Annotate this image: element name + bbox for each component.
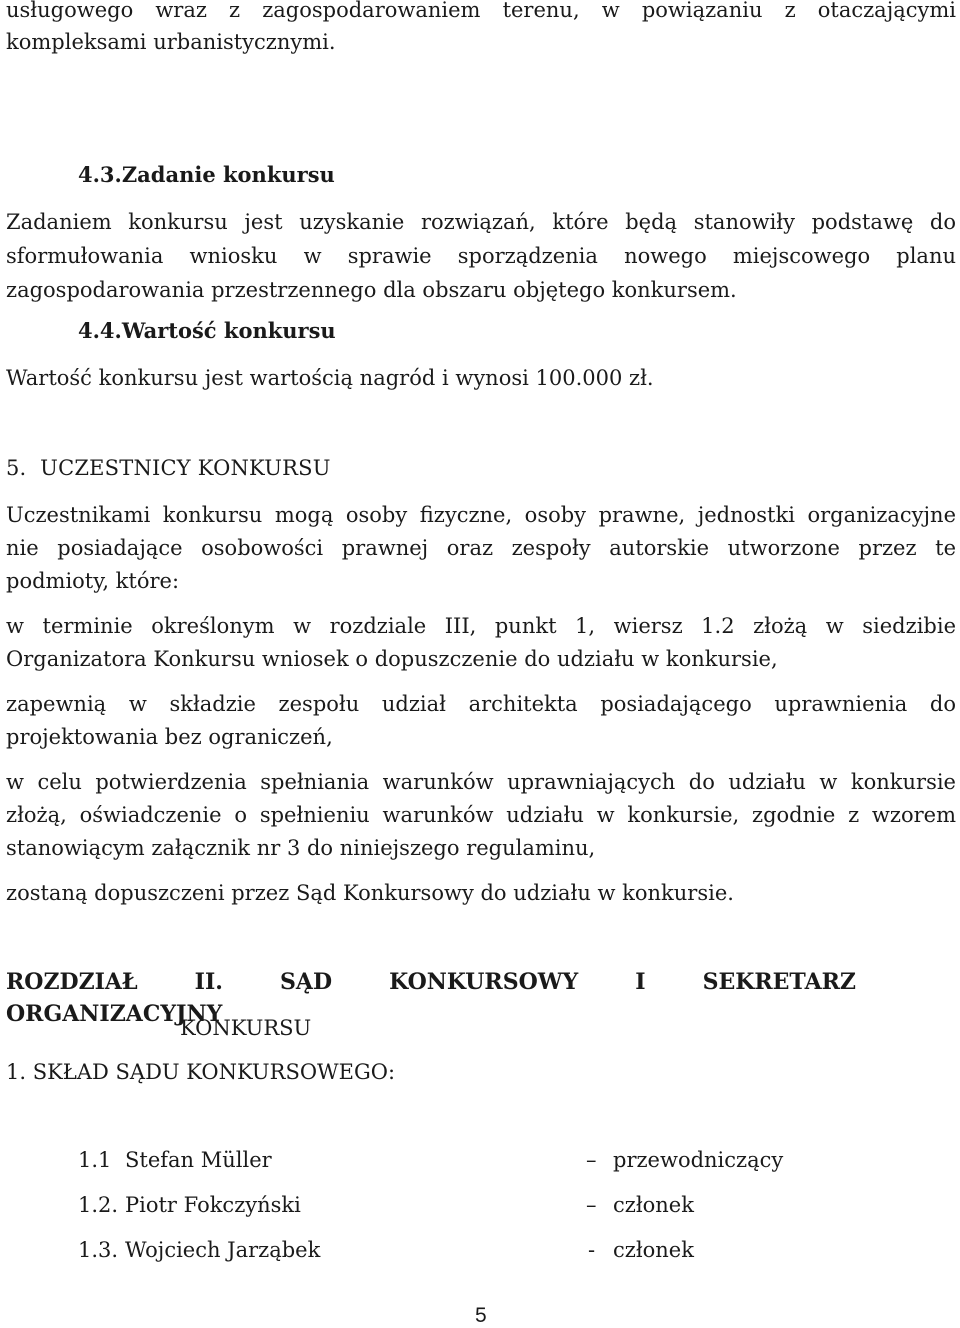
section-4-4-text: Wartość konkursu jest wartością nagród i wynosi 100.000 zł. <box>6 366 654 390</box>
jury-composition-heading <box>6 1056 395 1088</box>
chapter-2-title-line-2: KONKURSU <box>180 1016 312 1040</box>
section-4-3-line-2: sformułowania wniosku w sprawie sporządzenia nowego miejscowego planu <box>6 244 956 268</box>
jury-member-dash: – <box>586 1148 597 1172</box>
section-5-item-2-line-1: zapewnią w składzie zespołu udział architekta posiadającego uprawnienia do <box>6 692 956 716</box>
jury-member-role: członek <box>613 1238 694 1262</box>
section-5-intro-line-1: Uczestnikami konkursu mogą osoby fizyczne, osoby prawne, jednostki organizacyjne <box>6 503 956 527</box>
jury-composition-heading-colon: : <box>387 1060 396 1084</box>
jury-member-number: 1.1 <box>78 1148 112 1172</box>
jury-member-number: 1.2. <box>78 1193 119 1217</box>
section-4-3-line-3: zagospodarowania przestrzennego dla obszaru objętego konkursem. <box>6 278 737 302</box>
section-5-intro-line-3: podmioty, które: <box>6 569 180 593</box>
intro-line-2: kompleksami urbanistycznymi. <box>6 30 336 54</box>
section-5-item-3-line-1: w celu potwierdzenia spełniania warunków uprawniających do udziału w konkursie <box>6 770 956 794</box>
jury-member-dash: - <box>588 1238 596 1262</box>
section-4-3-line-1: Zadaniem konkursu jest uzyskanie rozwiązań, które będą stanowiły podstawę do <box>6 210 956 234</box>
jury-member-role: przewodniczący <box>613 1148 784 1172</box>
section-5-item-4: zostaną dopuszczeni przez Sąd Konkursowy do udziału w konkursie. <box>6 881 734 905</box>
section-5-heading: 5. UCZESTNICY KONKURSU <box>6 456 331 480</box>
section-5-intro-line-2: nie posiadające osobowości prawnej oraz zespoły autorskie utworzone przez te <box>6 536 956 560</box>
section-4-4-heading: 4.4.Wartość konkursu <box>78 318 336 343</box>
page-number: 5 <box>475 1304 487 1327</box>
section-5-item-1-line-1: w terminie określonym w rozdziale III, punkt 1, wiersz 1.2 złożą w siedzibie <box>6 614 956 638</box>
jury-member-name: Stefan Müller <box>125 1148 272 1172</box>
jury-member-name: Wojciech Jarząbek <box>125 1238 321 1262</box>
section-5-item-1-line-2: Organizatora Konkursu wniosek o dopuszczenie do udziału w konkursie, <box>6 647 778 671</box>
section-5-item-3-line-3: stanowiącym załącznik nr 3 do niniejszego regulaminu, <box>6 836 596 860</box>
jury-composition-heading-text: 1. SKŁAD SĄDU KONKURSOWEGO <box>6 1060 388 1084</box>
jury-member-number: 1.3. <box>78 1238 119 1262</box>
chapter-2-title-line-1: ROZDZIAŁ II. SĄD KONKURSOWY I SEKRETARZ ORGANIZACYJNY <box>6 969 856 1027</box>
intro-line-1: usługowego wraz z zagospodarowaniem terenu, w powiązaniu z otaczającymi <box>6 0 956 22</box>
jury-member-name: Piotr Fokczyński <box>125 1193 301 1217</box>
section-5-item-2-line-2: projektowania bez ograniczeń, <box>6 725 333 749</box>
section-5-item-3-line-2: złożą, oświadczenie o spełnieniu warunków udziału w konkursie, zgodnie z wzorem <box>6 803 956 827</box>
jury-member-role: członek <box>613 1193 694 1217</box>
section-4-3-heading: 4.3.Zadanie konkursu <box>78 162 335 187</box>
jury-member-dash: – <box>586 1193 597 1217</box>
